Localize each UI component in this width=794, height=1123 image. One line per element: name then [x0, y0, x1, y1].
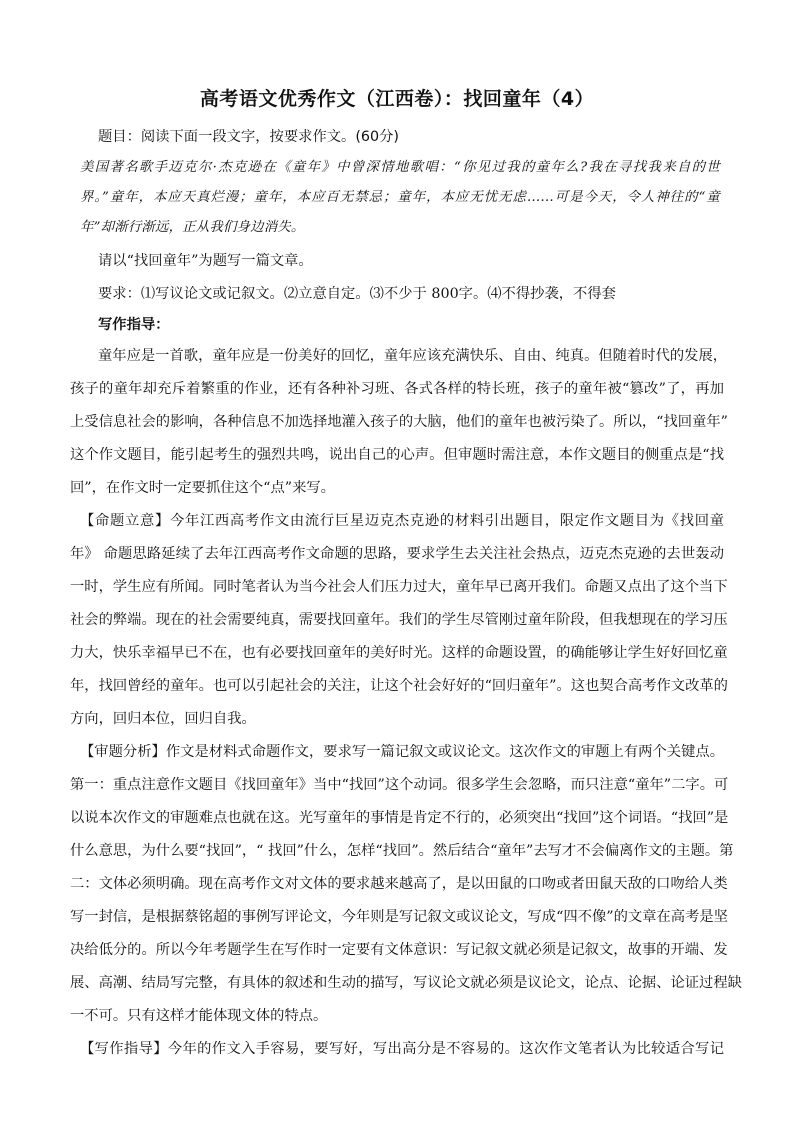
p1-line-3: 上受信息社会的影响，各种信息不加选择地灌入孩子的大脑，他们的童年也被污染了。所以，“找回童年”: [70, 414, 728, 430]
p3-line-2: 第一：重点注意作文题目《找回童年》当中“找回”这个动词。很多学生会忽略，而只注意“童年”二字。可: [70, 777, 729, 793]
quote-line-3: 年”却渐行渐远，正从我们身边消失。: [80, 220, 305, 235]
quote-line-1: 美国著名歌手迈克尔·杰克逊在《童年》中曾深情地歌唱：“你见过我的童年么?我在寻找我来自的世: [80, 160, 720, 175]
p2-line-6: 年，找回曾经的童年。也可以引起社会的关注，让这个社会好好的“回归童年”。这也契合高考作文改革的: [70, 678, 728, 694]
p3-line-1: 【审题分析】作文是材料式命题作文，要求写一篇记叙文或议论文。这次作文的审题上有两个关键点。: [80, 744, 724, 760]
p3-line-5: 二：文体必须明确。现在高考作文对文体的要求越来越高了，是以田鼠的口吻或者田鼠天敌的口吻给人类: [70, 876, 728, 892]
p3-line-6: 写一封信，是根据蔡铭超的事例写评论文，今年则是写记叙文或议论文，写成“四不像”的文章在高考是坚: [70, 909, 728, 925]
p2-line-3: 一时，学生应有所闻。同时笔者认为当今社会人们压力过大，童年早已离开我们。命题又点出了这个当下: [70, 579, 728, 595]
p2-line-7: 方向，回归本位，回归自我。: [70, 711, 256, 727]
p2-line-4: 社会的弊端。现在的社会需要纯真，需要找回童年。我们的学生尽管刚过童年阶段，但我想现在的学习压: [70, 612, 728, 628]
p3-line-4: 什么意思，为什么要“找回”，“ 找回”什么，怎样“找回”。然后结合“童年”去写才不会偏离作文的主题。第: [70, 843, 734, 859]
p1-line-5: 回”，在作文时一定要抓住这个“点”来写。: [70, 480, 335, 496]
p3-line-3: 以说本次作文的审题难点也就在这。光写童年的事情是肯定不行的，必须突出“找回”这个词语。“找回”是: [70, 810, 729, 826]
p4-line-1: 【写作指导】今年的作文入手容易，要写好，写出高分是不容易的。这次作文笔者认为比较适合写记: [80, 1041, 724, 1057]
p2-line-5: 力大，快乐幸福早已不在，也有必要找回童年的美好时光。这样的命题设置，的确能够让学生好好回忆童: [70, 645, 728, 661]
p2-line-1: 【命题立意】今年江西高考作文由流行巨星迈克杰克逊的材料引出题目，限定作文题目为《找回童: [80, 513, 724, 529]
guide-heading: 写作指导：: [98, 317, 170, 333]
p1-line-2: 孩子的童年却充斥着繁重的作业，还有各种补习班、各式各样的特长班，孩子的童年被“篡改”了，再加: [70, 381, 724, 397]
p3-line-7: 决给低分的。所以今年考题学生在写作时一定要有文体意识：写记叙文就必须是记叙文，故事的开端、发: [70, 942, 728, 958]
p1-line-4: 这个作文题目，能引起考生的强烈共鸣，说出自己的心声。但审题时需注意，本作文题目的侧重点是“找: [70, 447, 724, 463]
prompt-line: 题目：阅读下面一段文字，按要求作文。(60分): [98, 129, 399, 145]
instruction-line: 请以“找回童年”为题写一篇文章。: [98, 253, 313, 269]
p3-line-9: 一不可。只有这样才能体现文体的特点。: [70, 1008, 328, 1024]
p2-line-2: 年》 命题思路延续了去年江西高考作文命题的思路，要求学生去关注社会热点，迈克杰克逊的去世轰动: [70, 546, 724, 562]
p3-line-8: 展、高潮、结局写完整，有具体的叙述和生动的描写，写议论文就必须是议论文，论点、论据、论证过程缺: [70, 975, 742, 991]
page-title: 高考语文优秀作文（江西卷）：找回童年（4）: [199, 88, 595, 110]
requirements-line: 要求：⑴写议论文或记叙文。⑵立意自定。⑶不少于 800字。⑷不得抄袭，不得套: [98, 286, 616, 302]
p1-line-1: 童年应是一首歌，童年应是一份美好的回忆，童年应该充满快乐、自由、纯真。但随着时代的发展，: [98, 348, 728, 364]
quote-line-2: 界。”童年，本应天真烂漫；童年，本应百无禁忌；童年，本应无忧无虑……可是今天，令人神往的“童: [80, 190, 720, 205]
